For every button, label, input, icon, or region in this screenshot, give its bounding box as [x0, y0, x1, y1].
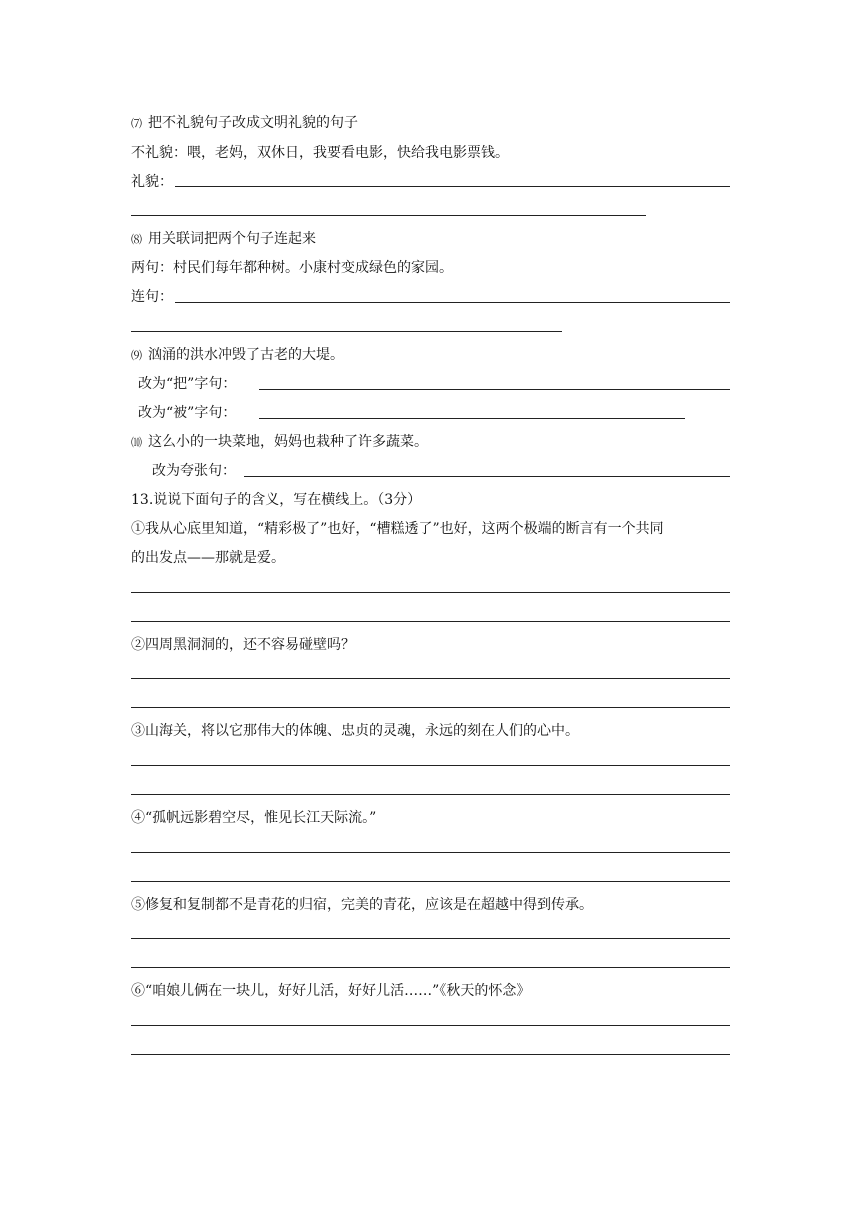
- q8-answer-line-1[interactable]: [175, 302, 730, 303]
- q7-given: [131, 143, 509, 163]
- q8-given: [131, 258, 453, 278]
- q13-item-6-answer-line-2[interactable]: [131, 1054, 730, 1055]
- q7-answer-line-2[interactable]: [131, 215, 646, 216]
- q7-given-text: 喂，老妈，双休日，我要看电影，快给我电影票钱。: [187, 145, 509, 161]
- q13-item-1-answer-line-2[interactable]: [131, 621, 730, 622]
- q13-item-2-text: ②四周黑洞洞的，还不容易碰壁吗？: [131, 637, 355, 653]
- q10-title: 这么小的一块菜地，妈妈也栽种了许多蔬菜。: [148, 434, 428, 450]
- q8-heading: [131, 229, 316, 250]
- q10-answer-label: 改为夸张句：: [152, 463, 236, 479]
- q9-ba-label: 改为“把”字句：: [138, 376, 237, 392]
- q10-heading: [131, 432, 428, 453]
- q13-item-3-text: ③山海关，将以它那伟大的体魄、忠贞的灵魂，永远的刻在人们的心中。: [131, 723, 579, 739]
- q8-answer-line-2[interactable]: [131, 331, 562, 332]
- q7-title: 把不礼貌句子改成文明礼貌的句子: [148, 115, 358, 131]
- q13-item-4-answer-line-1[interactable]: [131, 852, 730, 853]
- q13-item-6-answer-line-1[interactable]: [131, 1025, 730, 1026]
- q13-item-1-answer-line-1[interactable]: [131, 592, 730, 593]
- q8-answer-label: 连句：: [131, 289, 173, 305]
- q9-title: 汹涌的洪水冲毁了古老的大堤。: [148, 347, 344, 363]
- q9-number: ⑼: [131, 349, 142, 362]
- q7-answer-line-1[interactable]: [175, 186, 730, 187]
- q7-given-label: 不礼貌：: [131, 145, 187, 161]
- q9-ba-answer-line[interactable]: [259, 389, 730, 390]
- q13-item-1-line-1: ①我从心底里知道，“精彩极了”也好，“槽糕透了”也好，这两个极端的断言有一个共同: [131, 521, 664, 537]
- q8-given-label: 两句：: [131, 260, 173, 276]
- q10-number: ⑽: [131, 436, 142, 449]
- q13-title: 13.说说下面句子的含义，写在横线上。（3分）: [131, 492, 422, 508]
- q7-answer-label: 礼貌：: [131, 174, 173, 190]
- q9-heading: [131, 345, 344, 366]
- q13-item-1-line-2: 的出发点——那就是爱。: [131, 550, 285, 566]
- q9-bei-label: 改为“被”字句：: [138, 405, 237, 421]
- q13-item-4-text: ④“孤帆远影碧空尽，惟见长江天际流。”: [131, 810, 377, 826]
- q7-heading: [131, 113, 358, 134]
- q13-item-3-answer-line-1[interactable]: [131, 765, 730, 766]
- q13-item-5-answer-line-2[interactable]: [131, 967, 730, 968]
- q8-title: 用关联词把两个句子连起来: [148, 231, 316, 247]
- q13-item-3-answer-line-2[interactable]: [131, 794, 730, 795]
- q13-item-5-text: ⑤修复和复制都不是青花的归宿，完美的青花，应该是在超越中得到传承。: [131, 897, 593, 913]
- q7-number: ⑺: [131, 117, 142, 130]
- q13-item-2-answer-line-2[interactable]: [131, 707, 730, 708]
- q13-item-4-answer-line-2[interactable]: [131, 881, 730, 882]
- q13-item-5-answer-line-1[interactable]: [131, 938, 730, 939]
- q10-answer-line[interactable]: [244, 476, 730, 477]
- q8-given-text: 村民们每年都种树。小康村变成绿色的家园。: [173, 260, 453, 276]
- q13-item-2-answer-line-1[interactable]: [131, 678, 730, 679]
- q9-bei-answer-line[interactable]: [259, 418, 685, 419]
- q13-item-6-text: ⑥“咱娘儿俩在一块儿，好好儿活，好好儿活……”《秋天的怀念》: [131, 983, 531, 999]
- q8-number: ⑻: [131, 233, 142, 246]
